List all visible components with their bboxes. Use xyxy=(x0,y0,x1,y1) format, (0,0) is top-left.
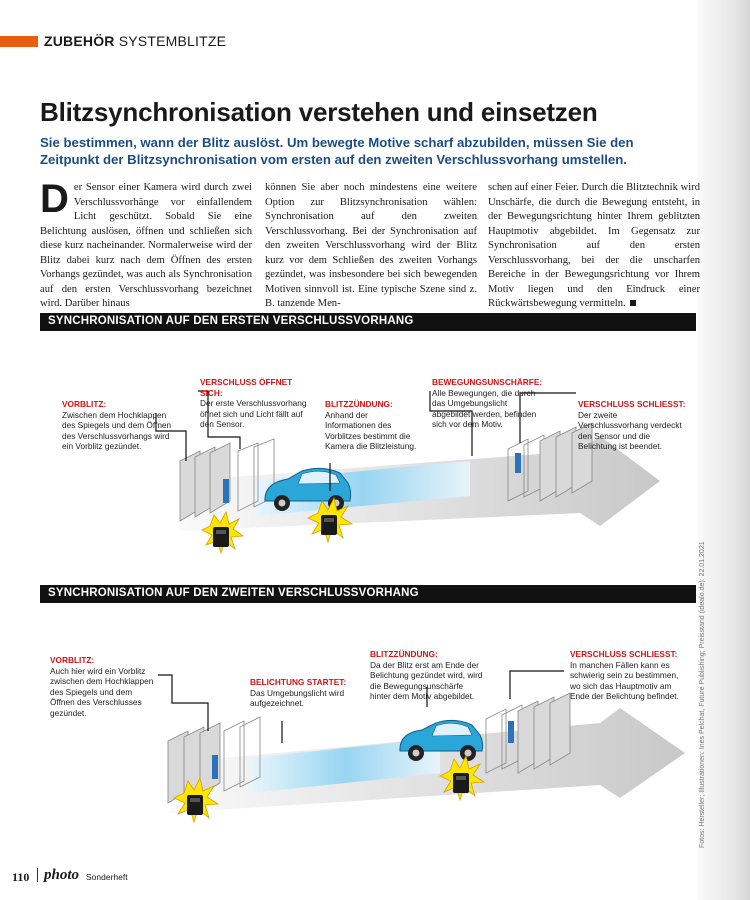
magazine-logo: photo xyxy=(44,867,80,883)
body-column-1: Der Sensor einer Kamera wird durch zwei Verschlussvorhänge vor einfallendem Licht geschützt. Sobald Sie eine Belichtung auslösen, öffnen und schließen sich diese kurz nacheinander. Normalerweise wird der Blitz dabei kurz nach dem Öffnen des ersten Vorhangs gezündet, was auch als Synchronisation auf den ersten Verschlussvorhang bezeichnet wird. Darüber hinaus xyxy=(40,177,252,309)
section-accent-bar xyxy=(0,36,38,47)
drop-cap: D xyxy=(40,177,69,221)
callout-motion-blur: BEWEGUNGSUNSCHÄRFE: Alle Bewegungen, die durch das Umgebungslicht abgebildet werden, befinden sich vor dem Motiv. xyxy=(432,377,543,429)
callout-preflash: VORBLITZ: Zwischen dem Hochklappen des Spiegels und dem Öffnen des Verschlussvorhangs wird ein Vorblitz gezündet. xyxy=(62,399,172,451)
diagram-second-curtain xyxy=(40,585,696,845)
body-column-3: schen auf einer Feier. Durch die Blitztechnik wird Unschärfe, die durch die Bewegung entsteht, in der Bewegungsrichtung hinter Ihrem geblitzten Hauptmotiv abgebildet. Im Gegensatz zur Synchronisation auf den ersten Verschlussvorhang, bei der die unscharfen Bereiche in der Bewegungsrichtung vor Ihrem Motiv liegen und den Eindruck einer Rückwärtsbewegung vermitteln. xyxy=(488,182,700,309)
panel-title: SYNCHRONISATION AUF DEN ERSTEN VERSCHLUSSVORHANG xyxy=(40,313,696,331)
callout-shutter-closes: VERSCHLUSS SCHLIESST: In manchen Fällen kann es schwierig sein zu bestimmen, wo sich das Hauptmotiv am Ende der Belichtung befindet. xyxy=(570,649,679,701)
end-mark-icon xyxy=(630,300,636,306)
photo-credit: Fotos: Hersteller; Illustrationen: Ines Pelchat, Future Publishing; Preisstand (idealo.de): 22.01.2021 xyxy=(699,541,706,848)
callout-shutter-opens: VERSCHLUSS ÖFFNET SICH: Der erste Verschlussvorhang öffnet sich und Licht fällt auf den Sensor. xyxy=(200,377,307,429)
diagram-first-curtain xyxy=(40,313,696,563)
article-dek: Sie bestimmen, wann der Blitz auslöst. Um bewegte Motive scharf abzubilden, müssen Sie den Zeitpunkt der Blitzsynchronisation vom ersten auf den zweiten Verschlussvorhang umstellen. xyxy=(40,135,634,167)
panel-title: SYNCHRONISATION AUF DEN ZWEITEN VERSCHLUSSVORHANG xyxy=(40,585,696,603)
section-label: ZUBEHÖR SYSTEMBLITZE xyxy=(44,33,227,49)
body-column-2: können Sie aber noch mindestens eine weitere Option zur Blitzsynchronisation wählen: Synchronisation auf den zweiten Verschlussvorhang. Bei der Synchronisation auf den zweiten Verschlussvorhang wird der Blitz kurz vor dem Schließen des zweiten Vorhangs gezündet, was insbesondere bei sich bewegenden Motiven sinnvoll ist. Eine typische Szene sind z. B. tanzende Men- xyxy=(265,182,477,309)
callout-flash-fire: BLITZZÜNDUNG: Anhand der Informationen des Vorblitzes bestimmt die Kamera die Blitzleistung. xyxy=(325,399,417,451)
second-curtain-illustration xyxy=(40,603,696,845)
callout-flash-fire: BLITZZÜNDUNG: Da der Blitz erst am Ende der Belichtung gezündet wird, wird die Bewegungsunschärfe hinter dem Motiv abgebildet. xyxy=(370,649,483,701)
footer-divider xyxy=(37,868,38,882)
supplement-label: Sonderheft xyxy=(86,872,128,882)
callout-preflash: VORBLITZ: Auch hier wird ein Vorblitz zwischen dem Hochklappen des Spiegels und dem Öffnen des Verschlusses gezündet. xyxy=(50,655,154,718)
page-number: 110 xyxy=(12,870,30,884)
callout-shutter-closes: VERSCHLUSS SCHLIESST: Der zweite Verschlussvorhang verdeckt den Sensor und die Belichtung ist beendet. xyxy=(578,399,686,451)
callout-exposure-starts: BELICHTUNG STARTET: Das Umgebungslicht wird aufgezeichnet. xyxy=(250,677,347,708)
article-headline: Blitzsynchronisation verstehen und einsetzen xyxy=(40,97,598,127)
